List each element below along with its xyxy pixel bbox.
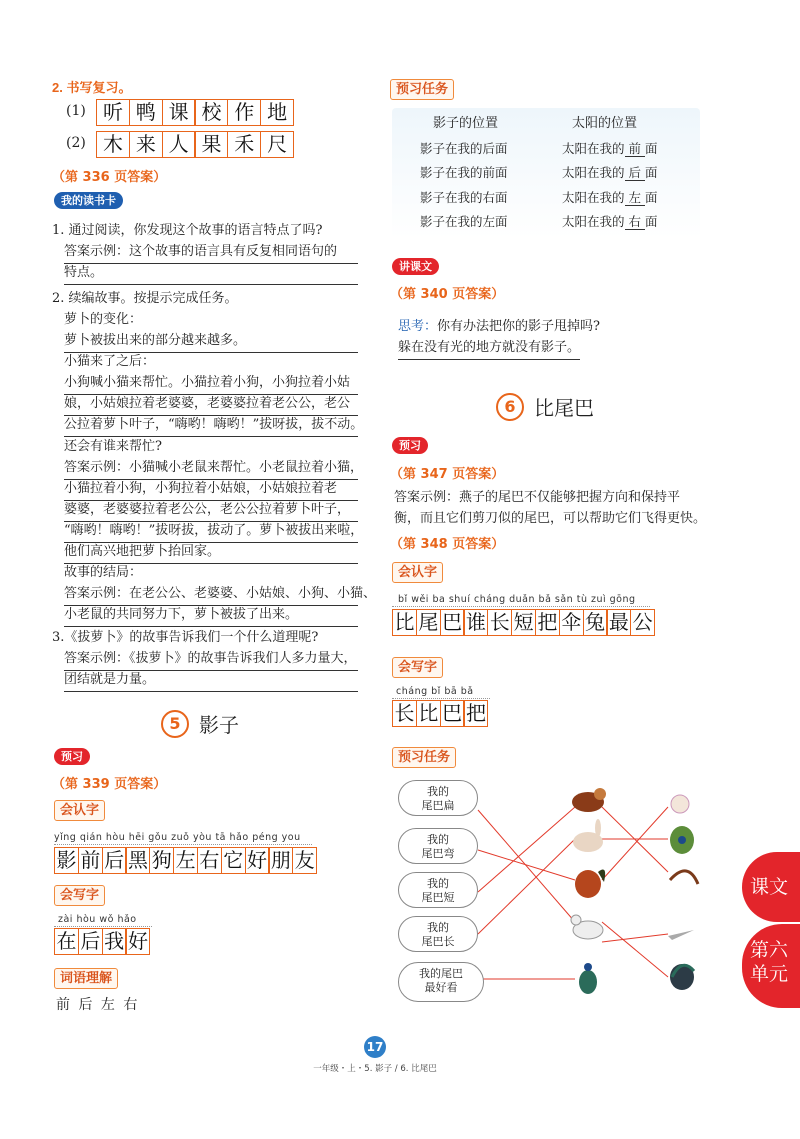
writing-row-2 — [96, 131, 293, 158]
char-cell: 谁 — [463, 609, 488, 636]
q3-answer-line2: 团结就是力量。 — [64, 669, 358, 692]
sun-prefix: 太阳在我的 — [562, 190, 625, 205]
char-cell: 短 — [511, 609, 536, 636]
tail-cloud-4: 我的 尾巴长 — [398, 916, 478, 952]
q2-who-line2: 小猫拉着小狗，小狗拉着小姑娘，小姑娘拉着老 — [64, 478, 358, 501]
table-row-shadow: 影子在我的后面 — [420, 141, 508, 156]
sun-prefix: 太阳在我的 — [562, 165, 625, 180]
char-cell: 后 — [102, 847, 127, 874]
q2-label-who: 还会有谁来帮忙? — [64, 439, 162, 454]
q2-who-line5: 他们高兴地把萝卜抬回家。 — [64, 541, 358, 564]
lesson-6-recognize-pinyin: bǐ wěi ba shuí cháng duǎn bǎ sǎn tù zuì gōng — [398, 594, 636, 605]
char-cell: 来 — [129, 131, 163, 158]
char-cell: 兔 — [583, 609, 608, 636]
char-cell: 友 — [292, 847, 317, 874]
lesson-5-title: 影子 — [199, 713, 239, 737]
lesson-5-write-pinyin: zài hòu wǒ hǎo — [58, 914, 137, 925]
footer-caption: 一年级・上・5. 影子 / 6. 比尾巴 — [313, 1064, 437, 1074]
think-label: 思考： — [398, 319, 438, 334]
lesson-6-write-chars — [392, 700, 487, 727]
writing-review-heading: 2. 书写复习。 — [52, 80, 132, 95]
preview-task-tag: 预习任务 — [390, 79, 454, 100]
char-cell: 鸭 — [129, 99, 163, 126]
char-cell: 伞 — [559, 609, 584, 636]
lesson-5-recognize-chars — [54, 847, 316, 874]
monkey-tail-icon — [670, 871, 698, 884]
char-cell: 左 — [173, 847, 198, 874]
char-cell: 课 — [162, 99, 196, 126]
char-cell: 最 — [606, 609, 631, 636]
table-row-shadow: 影子在我的右面 — [420, 190, 508, 205]
tail-cloud-3: 我的 尾巴短 — [398, 872, 478, 908]
sun-answer: 右 — [625, 214, 646, 230]
char-cell: 好 — [245, 847, 270, 874]
reading-card-tag: 我的读书卡 — [54, 192, 123, 209]
lecture-tag: 讲课文 — [392, 258, 439, 275]
side-tab-unit[interactable]: 第六 单元 — [742, 924, 800, 1008]
char-cell: 作 — [227, 99, 261, 126]
lesson-6-recognize-chars — [392, 609, 654, 636]
char-cell: 狗 — [149, 847, 174, 874]
table-row-sun — [562, 138, 658, 160]
rabbit-icon — [573, 819, 603, 852]
sun-suffix: 面 — [645, 165, 658, 180]
char-cell: 朋 — [268, 847, 293, 874]
duck-icon — [571, 915, 603, 939]
q2-change-answer: 萝卜被拔出来的部分越来越多。 — [64, 330, 358, 353]
rooster-tail-icon — [670, 964, 694, 990]
lesson-6-recognize-tag: 会认字 — [392, 562, 443, 583]
peacock-icon — [579, 963, 597, 994]
q2-label-change: 萝卜的变化： — [64, 312, 143, 327]
q2-cat-line3: 公拉着萝卜叶子，“嗨哟！嗨哟！”拔呀拔，拔不动。 — [64, 414, 358, 437]
table-row-shadow: 影子在我的左面 — [420, 214, 508, 229]
think-question: 你有办法把你的影子甩掉吗? — [437, 319, 600, 334]
char-cell: 长 — [487, 609, 512, 636]
q2-who-line4: “嗨哟！嗨哟！”拔呀拔，拔动了。萝卜被拔出来啦， — [64, 520, 358, 543]
q1-answer-line1: 答案示例：这个故事的语言具有反复相同语句的 — [64, 241, 358, 264]
char-cell: 把 — [463, 700, 488, 727]
sun-answer: 前 — [625, 141, 646, 157]
char-cell: 人 — [162, 131, 196, 158]
lesson-6-preview-tag: 预习 — [392, 437, 428, 454]
tail-cloud-5: 我的尾巴 最好看 — [398, 962, 484, 1002]
char-cell: 尺 — [260, 131, 294, 158]
lesson-6-number: 6 — [496, 393, 524, 421]
q2-who-line1: 答案示例：小猫喊小老鼠来帮忙。小老鼠拉着小猫， — [64, 457, 358, 480]
char-cell: 果 — [194, 131, 228, 158]
duck-tail-icon — [668, 930, 694, 940]
char-cell: 巴 — [440, 700, 465, 727]
rabbit-tail-icon — [671, 795, 689, 813]
table-row-sun — [562, 162, 658, 184]
char-cell: 巴 — [440, 609, 465, 636]
lesson-6-answer-line1: 答案示例：燕子的尾巴不仅能够把握方向和保持平 — [394, 490, 681, 505]
rooster-icon — [575, 870, 605, 898]
char-cell: 后 — [78, 928, 103, 955]
char-cell: 影 — [54, 847, 79, 874]
monkey-icon — [572, 788, 606, 812]
char-cell: 长 — [392, 700, 417, 727]
sun-suffix: 面 — [645, 214, 658, 229]
char-cell: 禾 — [227, 131, 261, 158]
lesson-5-recognize-tag: 会认字 — [54, 800, 105, 821]
char-cell: 比 — [392, 609, 417, 636]
sun-prefix: 太阳在我的 — [562, 214, 625, 229]
char-cell: 公 — [630, 609, 655, 636]
q1-answer-line2: 特点。 — [64, 262, 358, 285]
lesson-5-recognize-pinyin: yǐng qián hòu hēi gǒu zuǒ yòu tā hǎo péng you — [54, 832, 301, 843]
q2-end-line2: 小老鼠的共同努力下，萝卜被拔了出来。 — [64, 604, 358, 627]
char-cell: 右 — [197, 847, 222, 874]
lesson-6-write-pinyin: cháng bǐ bā bǎ — [396, 686, 474, 697]
answer-ref-340: （第 340 页答案） — [390, 287, 505, 302]
char-cell: 地 — [260, 99, 294, 126]
q2-who-line3: 婆婆，老婆婆拉着老公公，老公公拉着萝卜叶子， — [64, 499, 358, 522]
think-line — [398, 316, 600, 338]
char-cell: 尾 — [416, 609, 441, 636]
sun-suffix: 面 — [645, 190, 658, 205]
q3-answer-line1: 答案示例：《拔萝卜》的故事告诉我们人多力量大， — [64, 648, 358, 671]
char-cell: 把 — [535, 609, 560, 636]
lesson-6-title: 比尾巴 — [534, 396, 594, 420]
answer-ref-347: （第 347 页答案） — [390, 467, 505, 482]
tail-cloud-1: 我的 尾巴扁 — [398, 780, 478, 816]
lesson-5-write-tag: 会写字 — [54, 885, 105, 906]
row2-label: (2) — [66, 135, 86, 151]
char-cell: 好 — [125, 928, 150, 955]
lesson-6-write-tag: 会写字 — [392, 657, 443, 678]
table-col-shadow: 影子的位置 — [433, 116, 499, 131]
lesson-5-number: 5 — [161, 710, 189, 738]
table-row-sun — [562, 187, 658, 209]
char-cell: 前 — [78, 847, 103, 874]
lesson-5-vocab-words: 前 后 左 右 — [56, 997, 140, 1013]
table-col-sun: 太阳的位置 — [572, 116, 638, 131]
lesson-6-task-tag: 预习任务 — [392, 747, 456, 768]
answer-ref-339: （第 339 页答案） — [52, 777, 167, 792]
q2-cat-line2: 娘，小姑娘拉着老婆婆，老婆婆拉着老公公，老公 — [64, 393, 358, 416]
char-cell: 我 — [102, 928, 127, 955]
char-cell: 它 — [221, 847, 246, 874]
lesson-5-vocab-tag: 词语理解 — [54, 968, 118, 989]
q2-label-end: 故事的结局： — [64, 565, 143, 580]
think-answer: 躲在没有光的地方就没有影子。 — [398, 337, 580, 360]
q3-question: 3.《拔萝卜》的故事告诉我们一个什么道理呢? — [52, 630, 319, 645]
table-row-sun — [562, 211, 658, 233]
side-tab-lesson[interactable]: 课文 — [742, 852, 800, 922]
sun-prefix: 太阳在我的 — [562, 141, 625, 156]
peacock-tail-icon — [670, 826, 694, 854]
writing-row-1 — [96, 99, 293, 126]
tail-cloud-2: 我的 尾巴弯 — [398, 828, 478, 864]
char-cell: 木 — [96, 131, 130, 158]
lesson-6-answer-line2: 衡，而且它们剪刀似的尾巴，可以帮助它们飞得更快。 — [394, 511, 707, 526]
sun-suffix: 面 — [645, 141, 658, 156]
table-row-shadow: 影子在我的前面 — [420, 165, 508, 180]
char-cell: 校 — [194, 99, 228, 126]
char-cell: 在 — [54, 928, 79, 955]
row1-label: (1) — [66, 103, 86, 119]
q1-question: 1. 通过阅读，你发现这个故事的语言特点了吗? — [52, 223, 323, 238]
answer-ref-348: （第 348 页答案） — [390, 537, 505, 552]
lesson-5-preview-tag: 预习 — [54, 748, 90, 765]
q2-cat-line1: 小狗喊小猫来帮忙。小猫拉着小狗，小狗拉着小姑 — [64, 372, 358, 395]
q2-question: 2. 续编故事。按提示完成任务。 — [52, 291, 238, 306]
sun-answer: 左 — [625, 190, 646, 206]
page-number: 17 — [364, 1036, 386, 1058]
char-cell: 黑 — [125, 847, 150, 874]
q2-label-cat: 小猫来了之后： — [64, 354, 156, 369]
answer-ref-336: （第 336 页答案） — [52, 170, 167, 185]
q2-end-line1: 答案示例：在老公公、老婆婆、小姑娘、小狗、小猫、 — [64, 583, 358, 606]
char-cell: 听 — [96, 99, 130, 126]
lesson-5-write-chars — [54, 928, 149, 955]
char-cell: 比 — [416, 700, 441, 727]
sun-answer: 后 — [625, 165, 646, 181]
